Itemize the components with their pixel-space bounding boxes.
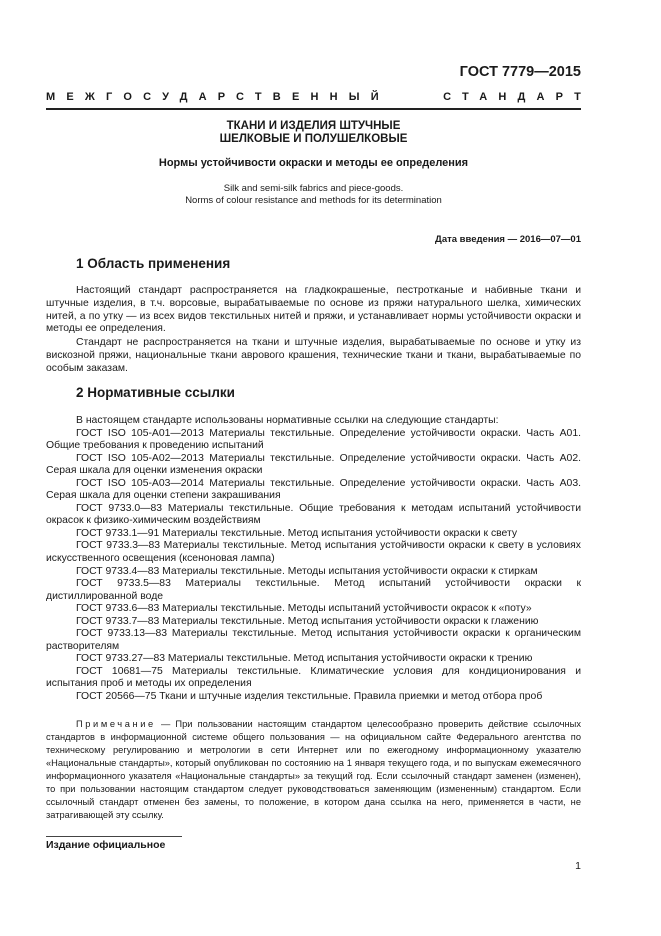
title-line-2: ШЕЛКОВЫЕ И ПОЛУШЕЛКОВЫЕ: [219, 133, 408, 145]
introduction-date: Дата введения — 2016—07—01: [435, 234, 581, 245]
reference-item: ГОСТ 9733.7—83 Материалы текстильные. Метод испытания устойчивости окраски к глажению: [76, 615, 539, 627]
reference-item: ГОСТ 9733.0—83 Материалы текстильные. Общие требования к методам испытаний устойчивости окрасок к физико-химическим воздействиям: [46, 502, 581, 527]
section-1-paragraph: Стандарт не распространяется на ткани и штучные изделия, вырабатываемые по основе и утку из вискозной пряжи, национальные ткани аврового крашения, технические ткани и ткани, вырабатываемые по особым заказам.: [46, 337, 581, 374]
reference-item: ГОСТ ISO 105-A01—2013 Материалы текстильные. Определение устойчивости окраски. Часть A01. Общие требования к проведению испытаний: [46, 427, 581, 452]
reference-item: ГОСТ 9733.1—91 Материалы текстильные. Метод испытания устойчивости окраски к свету: [76, 527, 518, 539]
references-list: [46, 415, 581, 704]
footer-divider: [46, 836, 182, 837]
english-title-line-1: Silk and semi-silk fabrics and piece-goods.: [223, 183, 404, 194]
reference-item: ГОСТ 9733.4—83 Материалы текстильные. Методы испытания устойчивости окраски к стиркам: [76, 565, 538, 577]
reference-item: ГОСТ 9733.6—83 Материалы текстильные. Методы испытаний устойчивости окрасок к «поту»: [76, 603, 532, 615]
official-edition-label: Издание официальное: [46, 839, 166, 851]
note-paragraph: [46, 718, 581, 822]
title-line-1: ТКАНИ И ИЗДЕЛИЯ ШТУЧНЫЕ: [226, 120, 401, 132]
references-intro: В настоящем стандарте использованы нормативные ссылки на следующие стандарты:: [76, 415, 499, 426]
reference-item: ГОСТ ISO 105-A03—2014 Материалы текстильные. Определение устойчивости окраски. Часть A03. Серая шкала для оценки степени закрашивания: [46, 477, 581, 502]
english-title: [46, 183, 581, 207]
section-2-heading: 2 Нормативные ссылки: [76, 385, 235, 400]
reference-item: ГОСТ 9733.13—83 Материалы текстильные. Метод испытания устойчивости окраски к органическим растворителям: [46, 628, 581, 652]
section-1-heading: 1 Область применения: [76, 256, 231, 271]
document-title: [46, 120, 581, 146]
reference-item: ГОСТ 20566—75 Ткани и штучные изделия текстильные. Правила приемки и метод отбора проб: [76, 691, 543, 703]
document-subtitle: Нормы устойчивости окраски и методы ее определения: [158, 157, 469, 169]
reference-item: ГОСТ 9733.27—83 Материалы текстильные. Метод испытания устойчивости окраски к трению: [76, 653, 533, 665]
reference-item: ГОСТ ISO 105-A02—2013 Материалы текстильные. Определение устойчивости окраски. Часть A02. Серая шкала для оценки изменения окраски: [46, 452, 581, 477]
note-label: Примечание: [76, 719, 156, 729]
reference-item: ГОСТ 9733.5—83 Материалы текстильные. Метод испытаний устойчивости окраски к дистиллированной воде: [46, 578, 581, 602]
reference-item: ГОСТ 9733.3—83 Материалы текстильные. Метод испытания устойчивости окраски к свету в условиях искусственного освещения (ксеноновая лампа): [46, 540, 581, 565]
page-number: 1: [575, 860, 581, 872]
document-number: ГОСТ 7779—2015: [459, 64, 581, 80]
banner-word-standard: СТАНДАРТ: [443, 91, 592, 103]
reference-item: ГОСТ 10681—75 Материалы текстильные. Климатические условия для кондиционирования и испытания проб и методы их определения: [46, 665, 581, 690]
note-text: — При пользовании настоящим стандартом целесообразно проверить действие ссылочных стандартов в информационной системе общего пользования — на официальном сайте Федерального агентства по техническому регулированию и метрологии в сети Интернет или по ежегодному информационному указателю «Национальные стандарты», который опубликован по состоянию на 1 января текущего года, и по выпускам ежемесячного информационного указателя «Национальные стандарты» за текущий год. Если ссылочный стандарт заменен (изменен), то при пользовании настоящим стандартом следует руководствоваться заменяющим (измененным) стандартом. Если ссылочный стандарт отменен без замены, то положение, в котором дана ссылка на него, применяется в части, не затрагивающей эту ссылку.: [46, 719, 581, 820]
banner-word-interstate: МЕЖГОСУДАРСТВЕННЫЙ: [46, 91, 390, 103]
english-title-line-2: Norms of colour resistance and methods for its determination: [185, 195, 442, 206]
section-1-paragraph: Настоящий стандарт распространяется на гладкокрашеные, пестротканые и набивные ткани и штучные изделия, в т.ч. ворсовые, вырабатываемые по основе из пряжи натурального шелка, химических нитей, а по утку — из всех видов текстильных нитей и пряжи, и устанавливает нормы устойчивости окраски и методы ее определения.: [46, 285, 581, 335]
standard-banner: [46, 86, 592, 110]
